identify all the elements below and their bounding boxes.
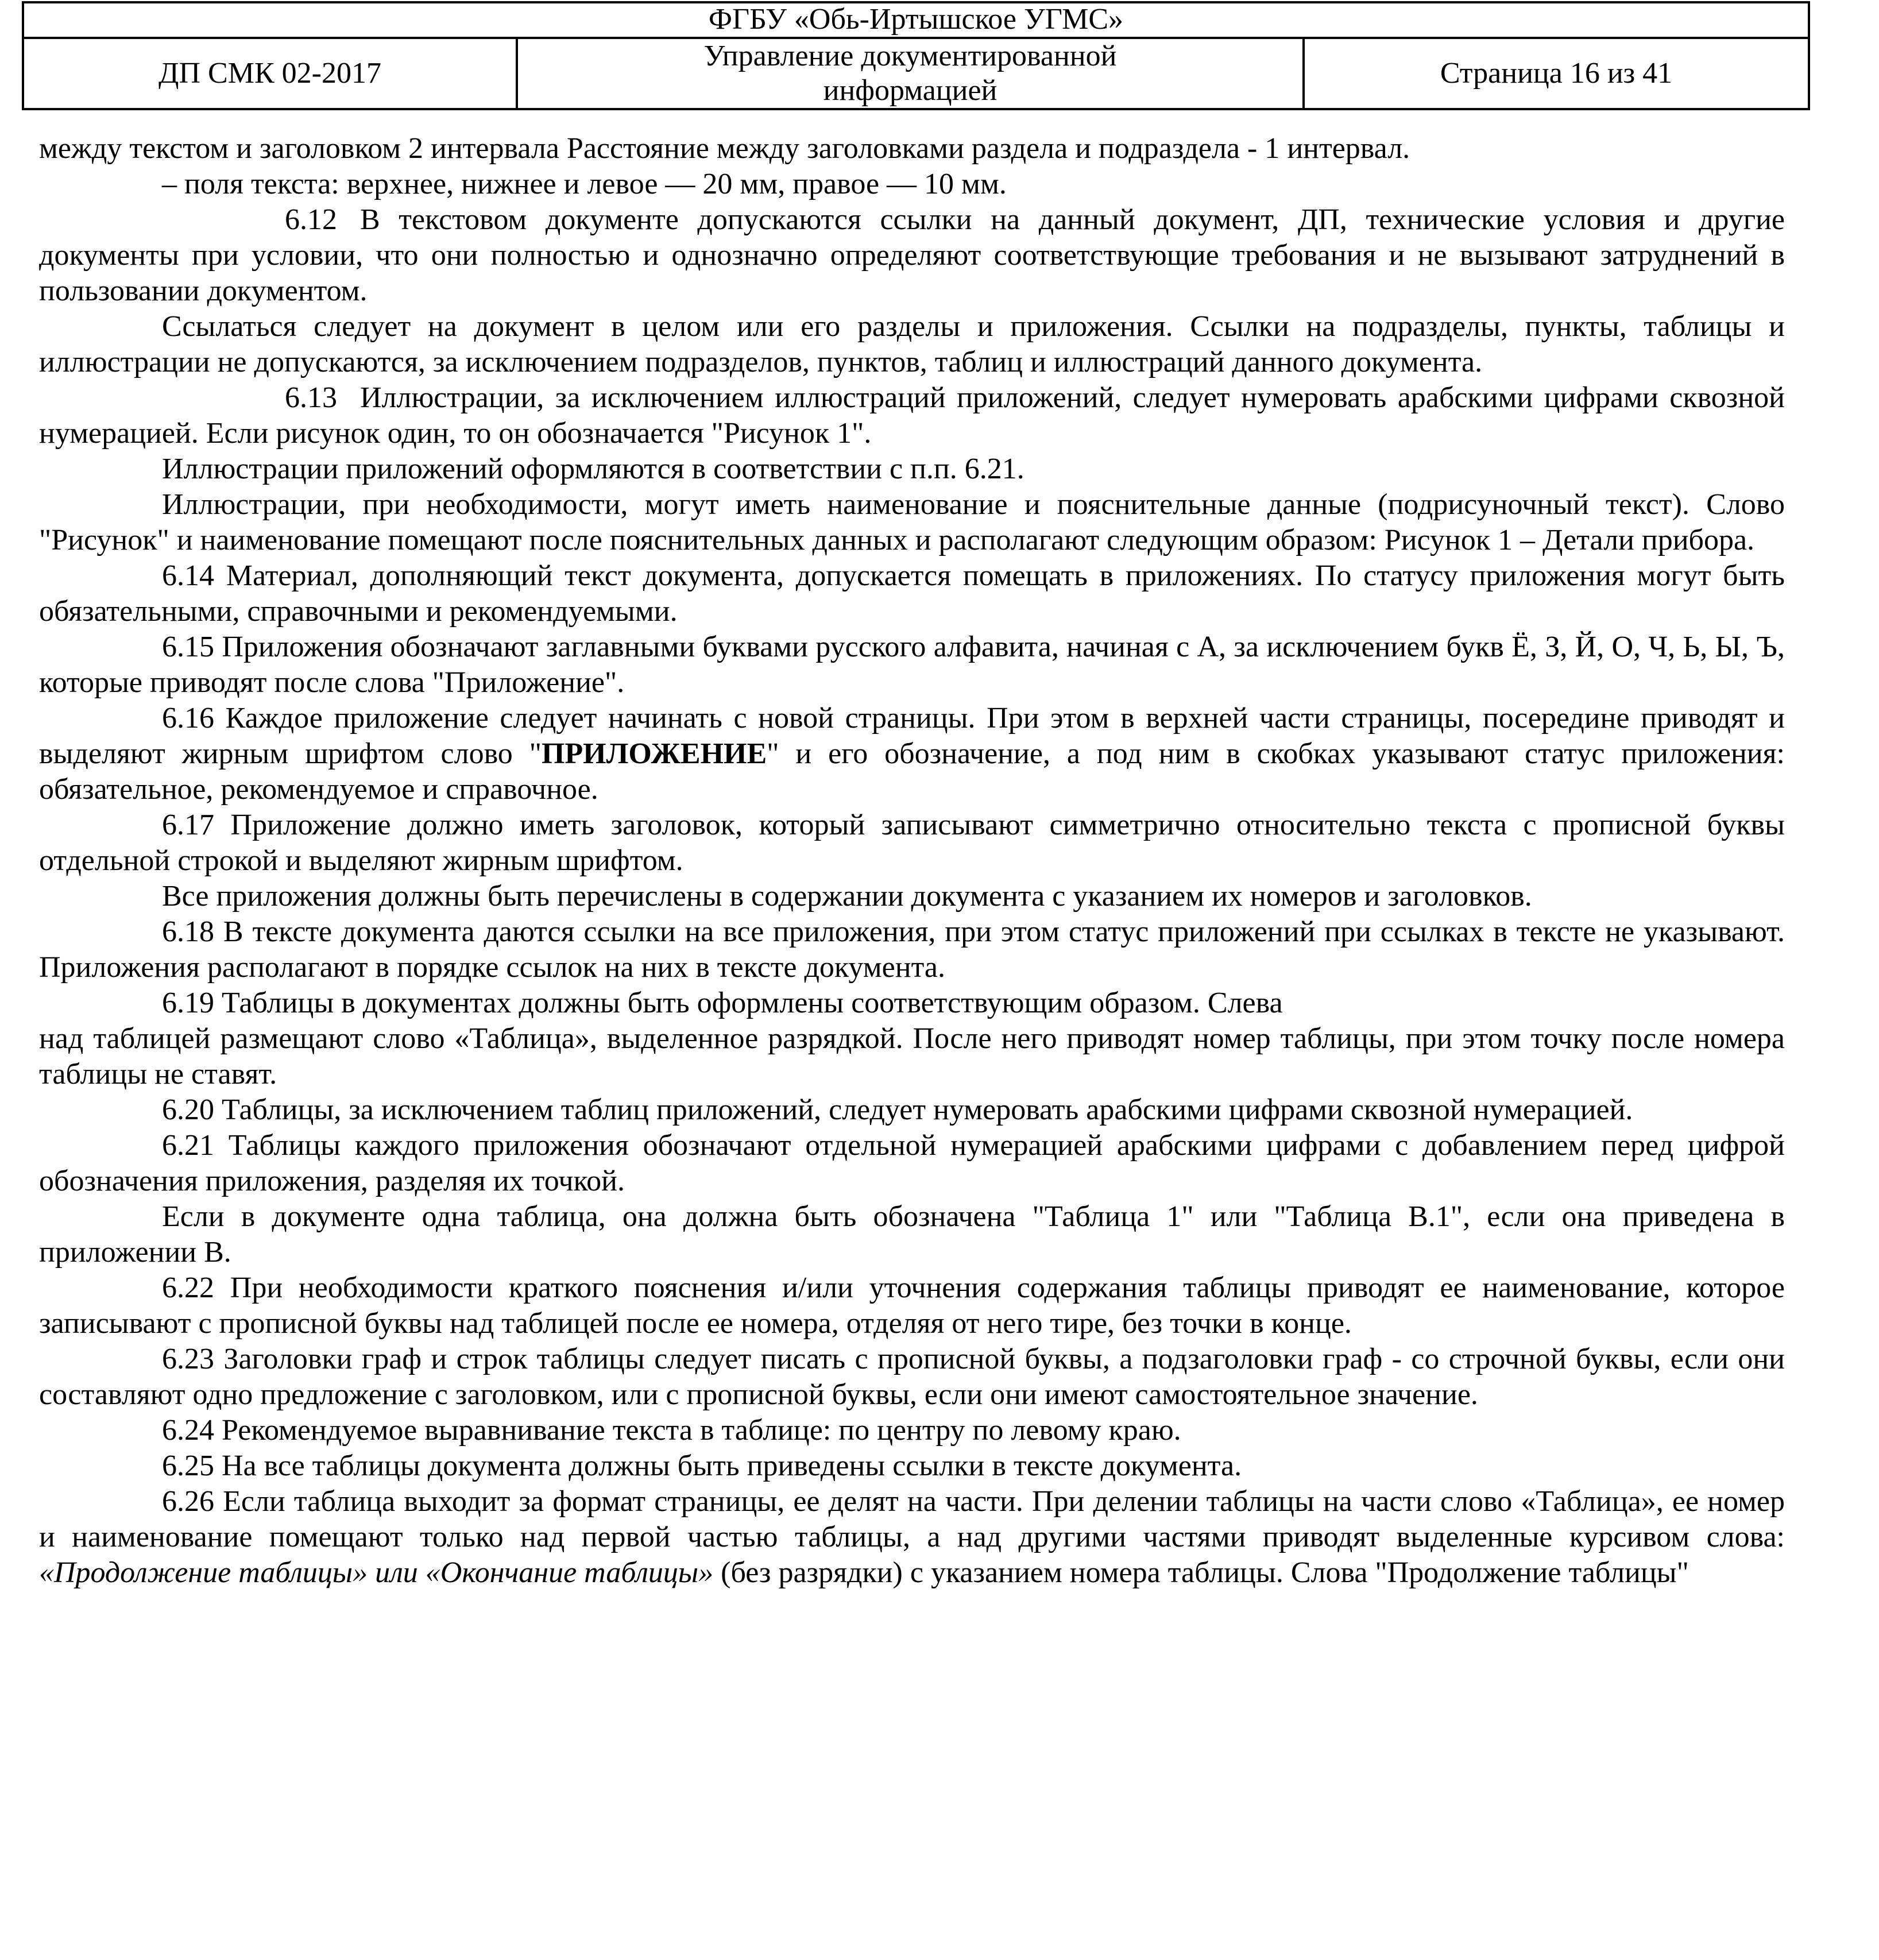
paragraph-text: 6.26 Если таблица выходит за формат страницы, ее делят на части. При делении таблицы на части слово «Таблица», ее номер и наименование помещают только над первой частью таблицы, а над другими частями приводят выделенные курсивом слова: — [39, 1485, 1785, 1553]
header-title-line1: Управление документированной — [703, 40, 1117, 72]
paragraph-6-22: 6.22 При необходимости краткого пояснения и/или уточнения содержания таблицы приводят ее наименование, которое записывают с прописной буквы над таблицей после ее номера, отделяя от него тире, без точки в конце. — [39, 1271, 1785, 1340]
paragraph-6-26 — [39, 1484, 1785, 1591]
paragraph-6-12 — [39, 202, 1785, 309]
paragraph-6-23: 6.23 Заголовки граф и строк таблицы следует писать с прописной буквы, а подзаголовки граф - со строчной буквы, если они составляют одно предложение с заголовком, или с прописной буквы, если они имеют самостоятельное значение. — [39, 1343, 1785, 1411]
paragraph-text: Иллюстрации, за исключением иллюстраций приложений, следует нумеровать арабскими цифрами сквозной нумерацией. Если рисунок один, то он обозначается "Рисунок 1". — [39, 381, 1785, 450]
bold-word-prilozhenie: ПРИЛОЖЕНИЕ — [541, 737, 767, 770]
header-title-line2: информацией — [823, 74, 998, 107]
header-row — [24, 39, 1808, 108]
paragraph-text: (без разрядки) с указанием номера таблицы. Слова "Продолжение таблицы" — [713, 1556, 1689, 1589]
document-body — [39, 131, 1785, 1591]
header-organization: ФГБУ «Обь-Иртышское УГМС» — [24, 3, 1808, 39]
paragraph: Все приложения должны быть перечислены в содержании документа с указанием их номеров и заголовков. — [162, 880, 1532, 913]
paragraph-6-19-rest: над таблицей размещают слово «Таблица», выделенное разрядкой. После него приводят номер таблицы, при этом точку после номера таблицы не ставят. — [39, 1022, 1785, 1091]
paragraph-6-21: 6.21 Таблицы каждого приложения обозначают отдельной нумерацией арабскими цифрами с добавлением перед цифрой обозначения приложения, разделяя их точкой. — [39, 1129, 1785, 1197]
paragraph-6-18: 6.18 В тексте документа даются ссылки на все приложения, при этом статус приложений при ссылках в тексте не указывают. Приложения располагают в порядке ссылок на них в тексте документа. — [39, 915, 1785, 984]
paragraph-text: 6.16 Каждое приложение следует начинать с новой страницы. При этом в верхней части страницы, посередине приводят и выделяют жирным шрифтом слово " — [39, 702, 1785, 770]
clause-number: 6.13 — [285, 381, 337, 414]
paragraph: Иллюстрации приложений оформляются в соответствии с п.п. 6.21. — [162, 453, 1024, 485]
paragraph-6-13 — [39, 380, 1785, 451]
paragraph-6-25: 6.25 На все таблицы документа должны быть приведены ссылки в тексте документа. — [162, 1449, 1242, 1482]
paragraph: – поля текста: верхнее, нижнее и левое — 20 мм, правое — 10 мм. — [162, 168, 1007, 200]
paragraph-text: " и его обозначение, а под ним в скобках указывают статус приложения: обязательное, рекомендуемое и справочное. — [39, 737, 1785, 806]
paragraph-6-20: 6.20 Таблицы, за исключением таблиц приложений, следует нумеровать арабскими цифрами сквозной нумерацией. — [162, 1093, 1633, 1126]
document-header — [22, 1, 1810, 110]
header-document-code: ДП СМК 02-2017 — [24, 39, 518, 108]
italic-phrase: «Продолжение таблицы» или «Окончание таблицы» — [39, 1556, 714, 1589]
paragraph-6-17: 6.17 Приложение должно иметь заголовок, который записывают симметрично относительно текста с прописной буквы отдельной строкой и выделяют жирным шрифтом. — [39, 809, 1785, 877]
header-document-title — [518, 39, 1305, 108]
paragraph: Если в документе одна таблица, она должна быть обозначена "Таблица 1" или "Таблица В.1", если она приведена в приложении В. — [39, 1200, 1785, 1269]
paragraph: Иллюстрации, при необходимости, могут иметь наименование и пояснительные данные (подрисуночный текст). Слово "Рисунок" и наименование помещают после пояснительных данных и располагают следующим образом: Рисунок 1 – Детали прибора. — [39, 488, 1785, 556]
paragraph-6-24: 6.24 Рекомендуемое выравнивание текста в таблице: по центру по левому краю. — [162, 1414, 1181, 1447]
header-page-number: Страница 16 из 41 — [1440, 57, 1673, 90]
clause-number: 6.12 — [285, 203, 337, 236]
paragraph: между текстом и заголовком 2 интервала Расстояние между заголовками раздела и подраздела - 1 интервал. — [39, 132, 1410, 165]
paragraph: Ссылаться следует на документ в целом или его разделы и приложения. Ссылки на подразделы, пункты, таблицы и иллюстрации не допускаются, за исключением подразделов, пунктов, таблиц и иллюстраций данного документа. — [39, 310, 1785, 378]
paragraph-6-16 — [39, 701, 1785, 807]
paragraph-text: В текстовом документе допускаются ссылки на данный документ, ДП, технические условия и другие документы при условии, что они полностью и однозначно определяют соответствующие требования и не вызывают затруднений в пользовании документом. — [39, 203, 1785, 307]
paragraph-6-15: 6.15 Приложения обозначают заглавными буквами русского алфавита, начиная с А, за исключением букв Ё, З, Й, О, Ч, Ь, Ы, Ъ, которые приводят после слова "Приложение". — [39, 631, 1785, 699]
paragraph-6-14: 6.14 Материал, дополняющий текст документа, допускается помещать в приложениях. По статусу приложения могут быть обязательными, справочными и рекомендуемыми. — [39, 559, 1785, 628]
paragraph-6-19-line1: 6.19 Таблицы в документах должны быть оформлены соответствующим образом. Слева — [162, 987, 1283, 1019]
